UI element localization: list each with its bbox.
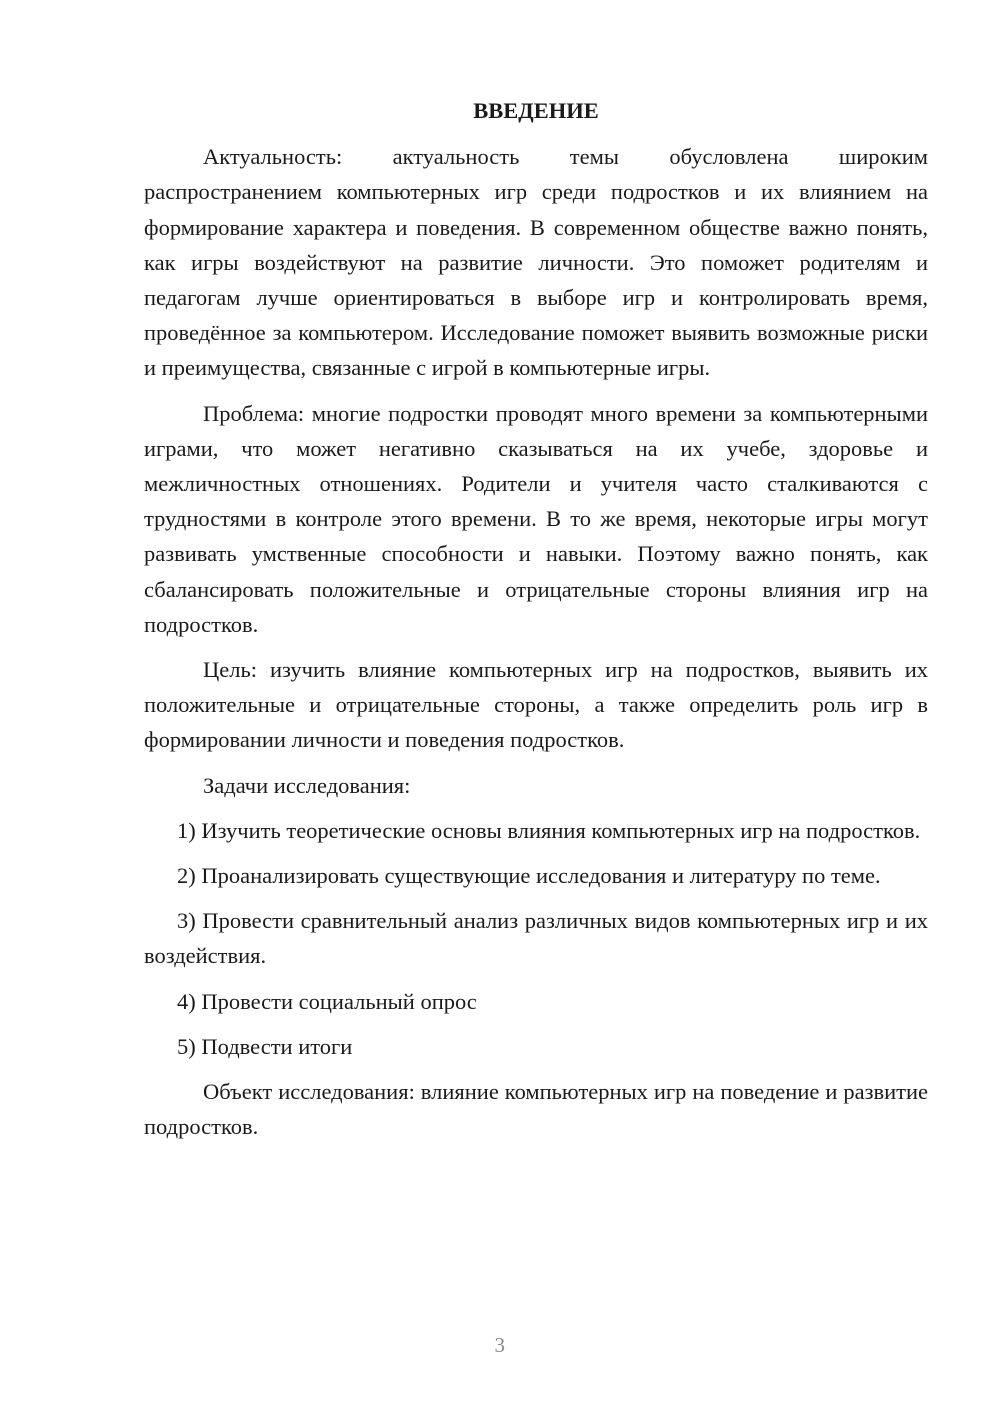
- page-number: 3: [494, 1333, 506, 1357]
- goal-paragraph: Цель: изучить влияние компьютерных игр на подростков, выявить их положительные и отрицательные стороны, а также определить роль игр в формировании личности и поведения подростков.: [144, 657, 928, 753]
- task-item-3: 3) Провести сравнительный анализ различных видов компьютерных игр и их воздействия.: [144, 908, 928, 969]
- task-item-2: 2) Проанализировать существующие исследования и литературу по теме.: [177, 863, 881, 889]
- relevance-paragraph: Актуальность: актуальность темы обусловлена широким распространением компьютерных игр среди подростков и их влиянием на формирование характера и поведения. В современном обществе важно понять, как игры воздействуют на развитие личности. Это поможет родителям и педагогам лучше ориентироваться в выборе игр и контролировать время, проведённое за компьютером. Исследование поможет выявить возможные риски и преимущества, связанные с игрой в компьютерные игры.: [144, 144, 928, 381]
- task-item-4: 4) Провести социальный опрос: [177, 988, 477, 1014]
- page-content: [144, 93, 928, 1144]
- problem-paragraph: Проблема: многие подростки проводят много времени за компьютерными играми, что может негативно сказываться на их учебе, здоровье и межличностных отношениях. Родители и учителя часто сталкиваются с трудностями в контроле этого времени. В то же время, некоторые игры могут развивать умственные способности и навыки. Поэтому важно понять, как сбалансировать положительные и отрицательные стороны влияния игр на подростков.: [144, 400, 928, 637]
- object-paragraph: Объект исследования: влияние компьютерных игр на поведение и развитие подростков.: [144, 1079, 928, 1140]
- task-item-1: 1) Изучить теоретические основы влияния компьютерных игр на подростков.: [177, 817, 921, 843]
- page-title: ВВЕДЕНИЕ: [473, 98, 599, 123]
- tasks-heading: Задачи исследования:: [203, 772, 411, 798]
- task-item-5: 5) Подвести итоги: [177, 1033, 353, 1059]
